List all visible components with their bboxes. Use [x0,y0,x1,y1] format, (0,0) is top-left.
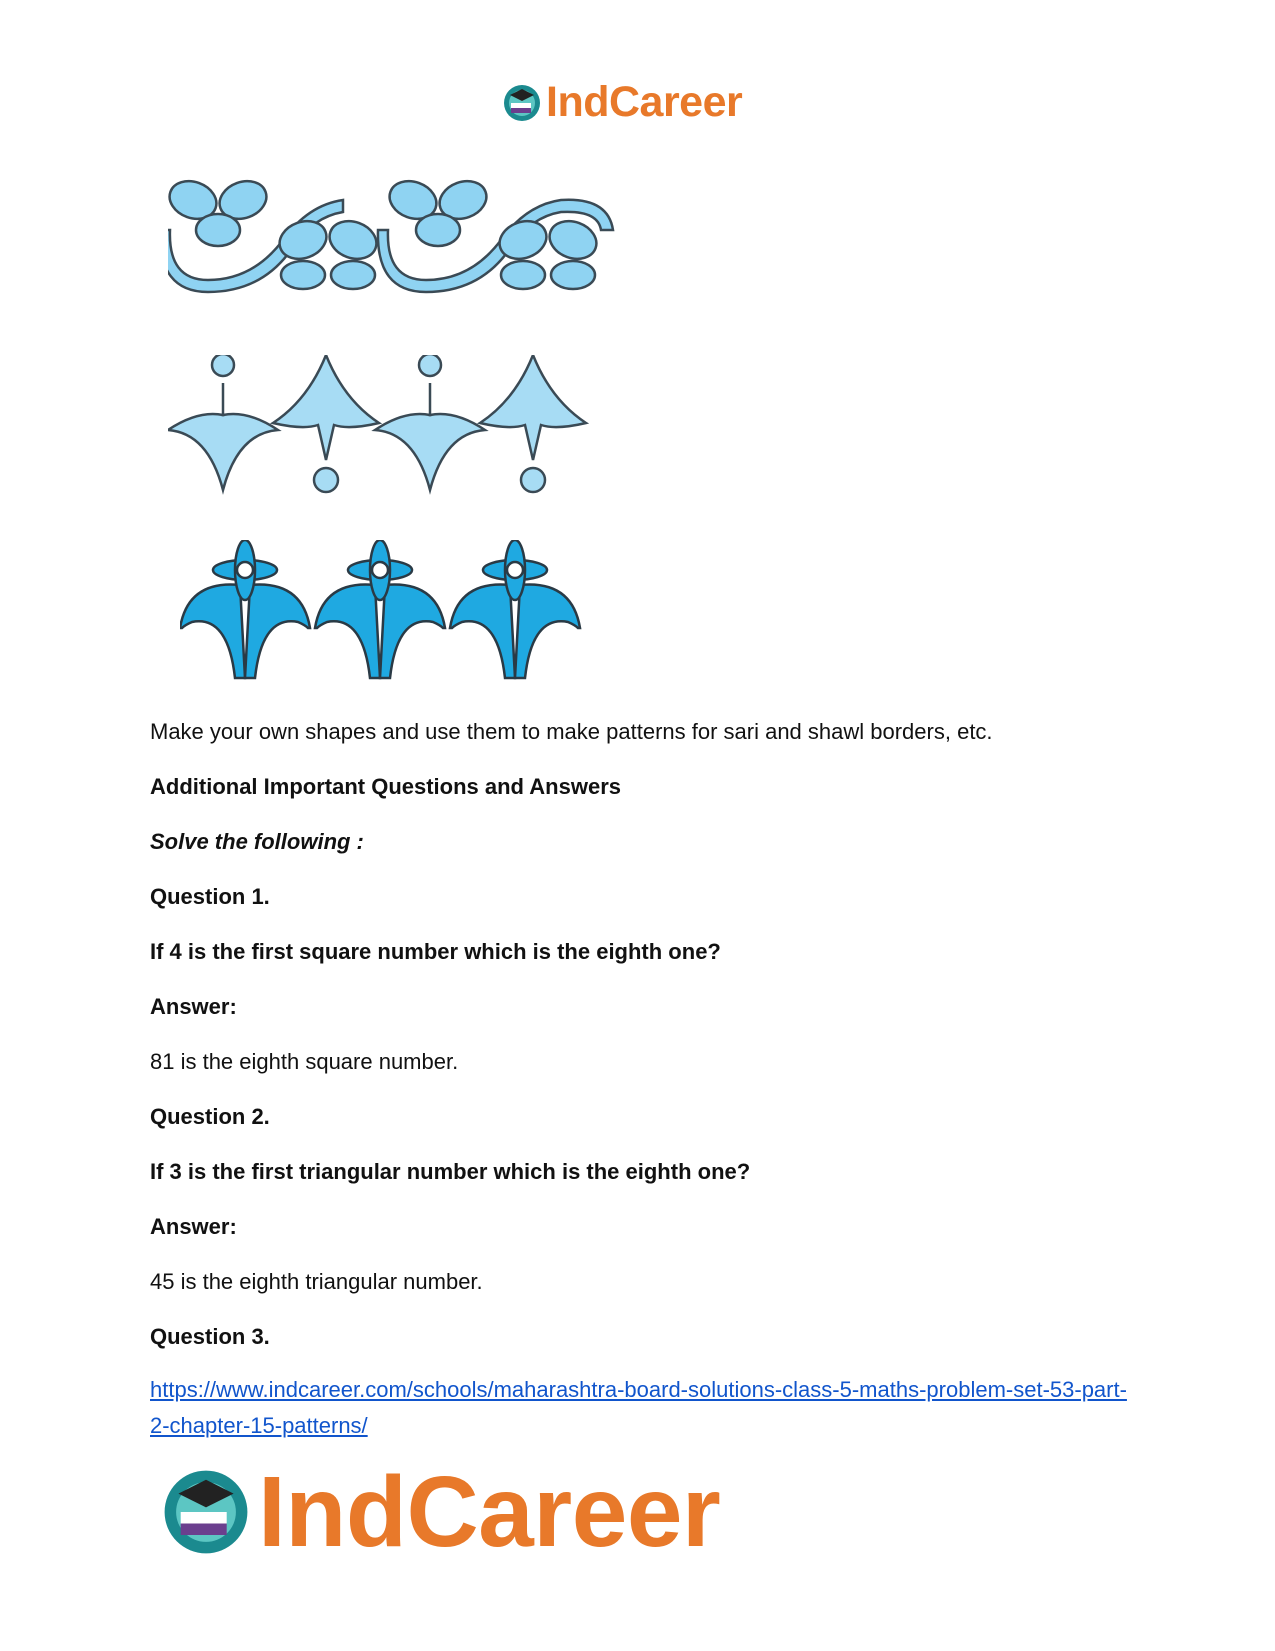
pattern-spade-dot-image [168,355,598,500]
logo-globe-icon [160,1466,252,1558]
question-1-label: Question 1. [150,884,270,909]
section-heading: Additional Important Questions and Answers [150,774,622,799]
logo-globe-icon [502,83,542,123]
logo-text: IndCareer [546,78,743,126]
intro-text: Make your own shapes and use them to make patterns for sari and shawl borders, etc. [150,719,993,744]
logo-text: IndCareer [258,1456,721,1568]
instruction-text: Solve the following : [150,829,364,854]
question-2-text: If 3 is the first triangular number which is the eighth one? [150,1159,751,1184]
answer-2-text: 45 is the eighth triangular number. [150,1269,483,1294]
source-link[interactable]: https://www.indcareer.com/schools/maharashtra-board-solutions-class-5-maths-problem-set-53-part-2-chapter-15-patterns/ [150,1377,1127,1438]
footer-logo [160,1456,721,1568]
pattern-leaf-vine-image [168,175,628,295]
question-1-text: If 4 is the first square number which is the eighth one? [150,939,721,964]
answer-1-label: Answer: [150,994,237,1019]
answer-2-label: Answer: [150,1214,237,1239]
question-2-label: Question 2. [150,1104,270,1129]
pattern-flower-arch-image [180,540,590,680]
answer-1-text: 81 is the eighth square number. [150,1049,459,1074]
header-logo [502,78,742,127]
question-3-label: Question 3. [150,1324,270,1349]
